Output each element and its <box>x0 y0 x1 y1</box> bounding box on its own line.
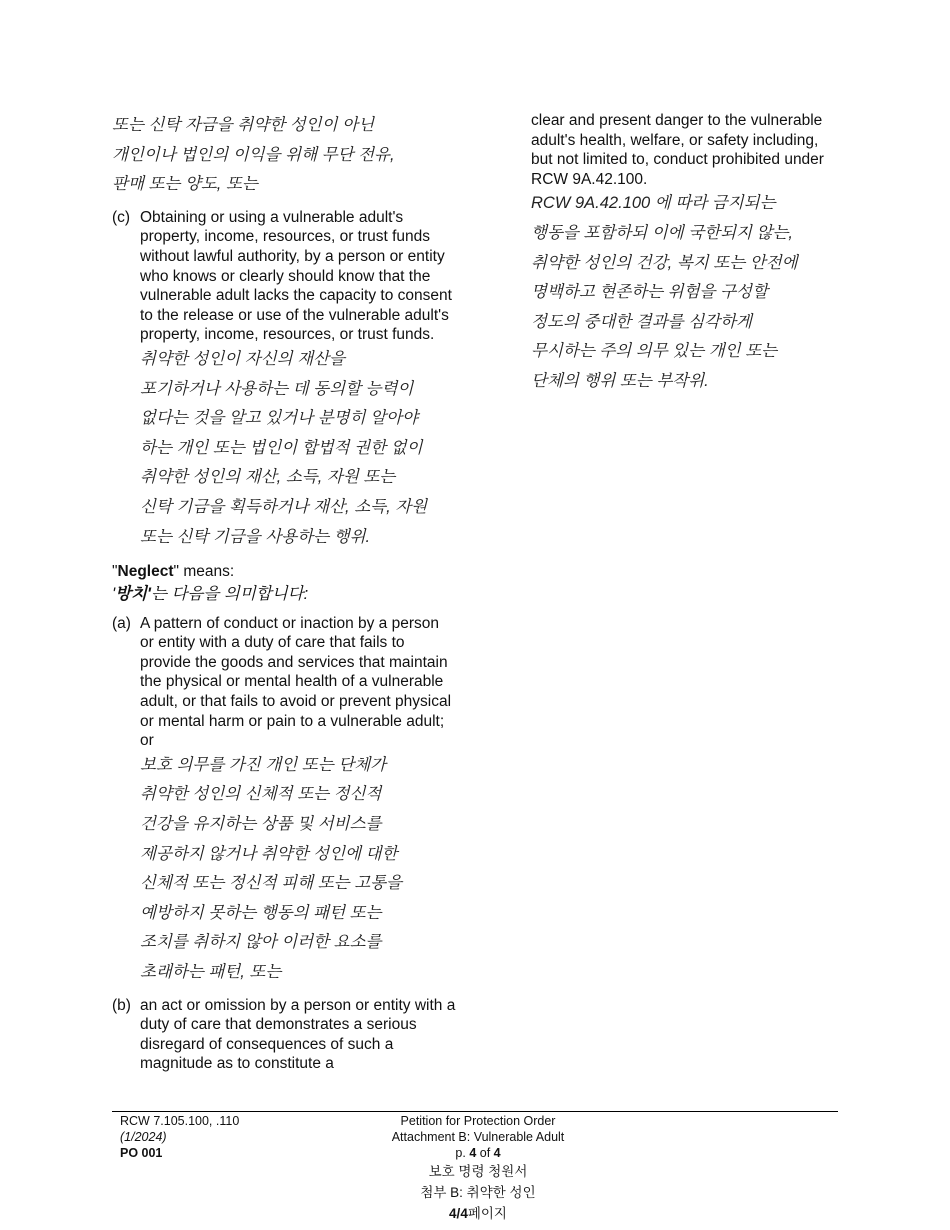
footer-divider <box>112 1111 838 1112</box>
footer-subtitle-korean: 첨부 B: 취약한 성인 <box>420 1185 536 1200</box>
item-a-english: A pattern of conduct or inaction by a person or entity with a duty of care that fails to provide the goods and services that maintain the physical or mental health of a vulnerable adult, or that fails to avoid or prevent physical or mental harm or pain to a vulnerable adult; or <box>140 614 452 750</box>
item-a <box>112 614 457 988</box>
item-c-label: (c) <box>112 208 131 226</box>
item-c <box>112 208 457 552</box>
item-a-korean-line: 예방하지 못하는 행동의 패턴 또는 <box>140 903 382 922</box>
neglect-heading-korean: '방치'는 다음을 의미합니다: <box>112 584 309 603</box>
item-b-continuation-korean-right-line: 정도의 중대한 결과를 심각하게 <box>531 312 752 331</box>
item-a-label: (a) <box>112 614 131 632</box>
item-b-continuation-korean-right-line: 행동을 포함하되 이에 국한되지 않는, <box>531 223 794 242</box>
item-b-continuation-korean-right-line: RCW 9A.42.100 에 따라 금지되는 <box>531 194 776 213</box>
item-b <box>112 996 457 1074</box>
item-b-continuation-korean-right-line: 취약한 성인의 건강, 복지 또는 안전에 <box>531 253 798 272</box>
footer-title-korean: 보호 명령 청원서 <box>428 1164 528 1179</box>
neglect-term: Neglect <box>117 563 174 581</box>
item-a-korean-line: 신체적 또는 정신적 피해 또는 고통을 <box>140 874 403 893</box>
item-b-english: an act or omission by a person or entity with a duty of care that demonstrates a serious disregard of consequences of such a magnitude as to constitute a <box>140 996 456 1073</box>
footer-page-number: p. 4 of 4 <box>455 1146 501 1160</box>
item-a-korean-line: 초래하는 패턴, 또는 <box>140 963 282 981</box>
item-b-continuation-korean-right-line: 무시하는 주의 의무 있는 개인 또는 <box>531 342 778 361</box>
item-b-continuation-korean-right <box>531 189 841 396</box>
item-c-korean-line: 취약한 성인의 재산, 소득, 자원 또는 <box>140 468 396 487</box>
item-c-korean-line: 취약한 성인이 자신의 재산을 <box>140 349 346 368</box>
footer-revision: (1/2024) <box>120 1130 167 1144</box>
item-b-continuation-korean <box>112 111 457 200</box>
item-c-korean-line: 또는 신탁 기금을 사용하는 행위. <box>140 527 371 546</box>
item-b-continuation-korean-right-line: 명백하고 현존하는 위험을 구성할 <box>531 283 768 302</box>
footer-statute: RCW 7.105.100, .110 <box>120 1114 240 1128</box>
left-column <box>112 111 457 1074</box>
neglect-term-korean: 방치' <box>115 584 151 603</box>
footer-title: Petition for Protection Order <box>400 1114 556 1128</box>
item-b-label: (b) <box>112 996 131 1014</box>
footer-title-block <box>330 1113 626 1224</box>
right-column <box>531 111 841 397</box>
item-a-korean-line: 조치를 취하지 않아 이러한 요소를 <box>140 933 382 952</box>
item-b-continuation-english: clear and present danger to the vulnerable adult's health, welfare, or safety including, but not limited to, conduct prohibited under RCW 9A.42.100. <box>531 112 824 188</box>
item-c-korean-line: 없다는 것을 알고 있거나 분명히 알아야 <box>140 409 418 428</box>
item-b-continuation-korean-right-line: 단체의 행위 또는 부작위. <box>531 371 709 390</box>
neglect-heading: "Neglect" means: <box>112 563 235 581</box>
item-c-korean <box>140 345 457 552</box>
item-c-korean-line: 포기하거나 사용하는 데 동의할 능력이 <box>140 379 414 398</box>
item-a-korean-line: 건강을 유지하는 상품 및 서비스를 <box>140 815 382 834</box>
item-a-korean-line: 제공하지 않거나 취약한 성인에 대한 <box>140 844 398 863</box>
item-c-english: Obtaining or using a vulnerable adult's property, income, resources, or trust funds without lawful authority, by a person or entity who knows or clearly should know that the vulnerable adult lacks the capacity to consent to the release or use of the vulnerable adult's property, income, resources, or trust funds. <box>140 208 452 344</box>
footer-form-id: PO 001 <box>120 1146 163 1160</box>
footer-subtitle: Attachment B: Vulnerable Adult <box>391 1130 565 1144</box>
footer-page-number-korean: 4/4페이지 <box>449 1206 507 1221</box>
item-a-korean-line: 보호 의무를 가진 개인 또는 단체가 <box>140 755 387 774</box>
item-a-korean-line: 취약한 성인의 신체적 또는 정신적 <box>140 785 382 804</box>
item-c-korean-line: 하는 개인 또는 법인이 합법적 권한 없이 <box>140 438 423 457</box>
item-b-continuation-korean-line: 또는 신탁 자금을 취약한 성인이 아닌 <box>112 116 375 134</box>
item-b-continuation-korean-line: 개인이나 법인의 이익을 위해 무단 전유, <box>112 145 395 164</box>
item-c-korean-line: 신탁 기금을 획득하거나 재산, 소득, 자원 <box>140 497 428 516</box>
item-b-continuation-korean-line: 판매 또는 양도, 또는 <box>112 175 258 194</box>
footer-form-info <box>120 1113 239 1161</box>
item-a-korean <box>140 751 457 988</box>
